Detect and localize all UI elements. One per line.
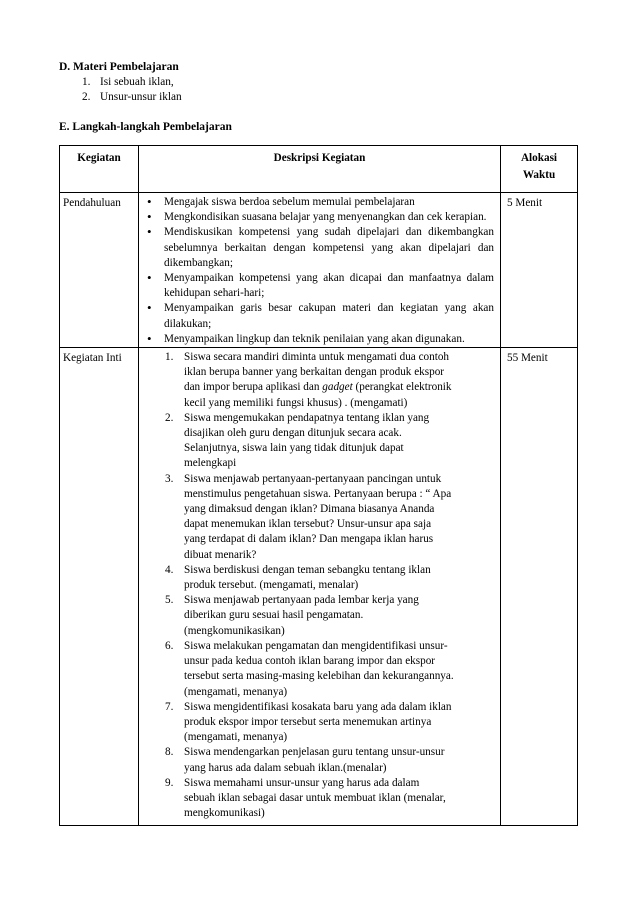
list-item-line: Siswa memahami unsur-unsur yang harus ada dalam	[184, 776, 420, 789]
list-item-line: dapat menemukan iklan tersebut? Unsur-unsur apa saja	[184, 518, 432, 531]
list-item	[165, 700, 490, 746]
list-item-line: Siswa secara mandiri diminta untuk mengamati dua contoh	[184, 351, 450, 364]
list-item-line: dibuat menarik?	[184, 548, 257, 561]
list-item-number: 2.	[165, 411, 174, 424]
pendahuluan-bullet-list	[139, 193, 500, 347]
list-item-line: unsur pada kedua contoh iklan barang impor dan ekspor	[184, 655, 436, 668]
list-item-number: 5.	[165, 594, 174, 607]
list-item-line: yang harus ada dalam sebuah iklan.(menalar)	[184, 761, 387, 774]
table-row	[60, 348, 578, 826]
list-item: • Menyampaikan kompetensi yang akan dicapai dan manfaatnya dalam kehidupan sehari-hari;	[147, 271, 494, 301]
list-item-number: 4.	[165, 563, 174, 576]
list-item-line: yang terdapat di dalam iklan? Dan mengapa iklan harus	[184, 533, 434, 546]
pendahuluan-description	[139, 193, 501, 348]
list-item	[165, 472, 490, 563]
materi-item	[82, 75, 182, 90]
list-item-line: melengkapi	[184, 457, 237, 470]
list-item-line: Siswa mengidentifikasi kosakata baru yang ada dalam iklan	[184, 700, 452, 713]
list-item	[165, 350, 490, 411]
list-item-line: kecil yang memiliki fungsi khusus) . (mengamati)	[184, 396, 408, 409]
list-item-line: Siswa melakukan pengamatan dan mengidentifikasi unsur-	[184, 639, 448, 652]
list-item-line: disajikan oleh guru dengan ditunjuk secara acak.	[184, 427, 402, 440]
list-item-number: 6.	[165, 639, 174, 652]
list-item: • Menyampaikan garis besar cakupan materi dan kegiatan yang akan dilakukan;	[147, 301, 494, 331]
time-kegiatan-inti: 55 Menit	[501, 348, 578, 826]
header-alokasi	[501, 146, 578, 193]
header-kegiatan: Kegiatan	[60, 146, 139, 193]
list-item-number: 9.	[165, 776, 174, 789]
list-item-line: produk ekspor impor tersebut serta menemukan artinya	[184, 715, 432, 728]
list-item	[165, 745, 490, 775]
list-item	[165, 639, 490, 700]
list-item-number: 3.	[165, 472, 174, 485]
list-item-line: sebuah iklan sebagai dasar untuk membuat iklan (menalar,	[184, 791, 446, 804]
list-item-line: (mengkomunikasikan)	[184, 624, 285, 637]
list-item-number: 8.	[165, 746, 174, 759]
list-item-line: Siswa mendengarkan penjelasan guru tentang unsur-unsur	[184, 746, 445, 759]
list-item: • Mendiskusikan kompetensi yang sudah dipelajari dan dikembangkan sebelumnya berkaitan dengan kompetensi yang akan dipelajari dan dikembangkan;	[147, 225, 494, 271]
list-item-line: menstimulus pengetahuan siswa. Pertanyaan berupa : “ Apa	[184, 487, 452, 500]
inti-numbered-list	[139, 348, 500, 825]
learning-steps-table	[59, 145, 578, 826]
list-item	[165, 563, 490, 593]
inti-description	[139, 348, 501, 826]
list-item	[165, 776, 490, 822]
list-item	[165, 411, 490, 472]
list-item-number: 1.	[165, 351, 174, 364]
section-d-heading: D. Materi Pembelajaran	[59, 61, 179, 73]
list-item-line: iklan berupa banner yang berkaitan dengan produk ekspor	[184, 366, 445, 379]
list-item-line: dan impor berupa aplikasi dan gadget (perangkat elektronik	[184, 381, 452, 394]
list-item-number: 7.	[165, 700, 174, 713]
materi-item-number: 1.	[82, 76, 91, 88]
header-alokasi-line1: Alokasi	[520, 152, 558, 164]
list-item-line: diberikan guru sesuai hasil pengamatan.	[184, 609, 364, 622]
list-item: • Menyampaikan lingkup dan teknik penilaian yang akan digunakan.	[147, 332, 494, 347]
list-item-line: Siswa mengemukakan pendapatnya tentang iklan yang	[184, 411, 430, 424]
table-header-row	[60, 146, 578, 193]
list-item-line: Siswa menjawab pertanyaan pada lembar kerja yang	[184, 594, 419, 607]
row-label-pendahuluan: Pendahuluan	[60, 193, 139, 348]
table-row	[60, 193, 578, 348]
header-alokasi-line2: Waktu	[522, 169, 556, 181]
materi-item-text: Unsur-unsur iklan	[100, 91, 182, 103]
section-e-heading: E. Langkah-langkah Pembelajaran	[59, 121, 232, 133]
header-deskripsi: Deskripsi Kegiatan	[139, 146, 501, 193]
materi-item-number: 2.	[82, 91, 91, 103]
list-item	[165, 593, 490, 639]
list-item-line: (mengamati, menanya)	[184, 685, 288, 698]
list-item-line: (mengamati, menanya)	[184, 731, 288, 744]
row-label-kegiatan-inti: Kegiatan Inti	[60, 348, 139, 826]
list-item-line: tersebut serta masing-masing kelebihan dan kekurangannya.	[184, 670, 454, 683]
list-item-line: Selanjutnya, siswa lain yang tidak ditunjuk dapat	[184, 442, 404, 455]
list-item-line: Siswa menjawab pertanyaan-pertanyaan pancingan untuk	[184, 472, 442, 485]
materi-item	[82, 90, 182, 105]
materi-list	[82, 75, 182, 105]
list-item-line: mengkomunikasi)	[184, 807, 265, 820]
list-item: • Mengkondisikan suasana belajar yang menyenangkan dan cek kerapian.	[147, 210, 494, 225]
list-item-line: produk tersebut. (mengamati, menalar)	[184, 579, 359, 592]
list-item: • Mengajak siswa berdoa sebelum memulai pembelajaran	[147, 195, 494, 210]
list-item-line: Siswa berdiskusi dengan teman sebangku tentang iklan	[184, 563, 431, 576]
materi-item-text: Isi sebuah iklan,	[100, 76, 174, 88]
list-item-line: yang dimaksud dengan iklan? Dimana biasanya Ananda	[184, 503, 435, 516]
time-pendahuluan: 5 Menit	[501, 193, 578, 348]
